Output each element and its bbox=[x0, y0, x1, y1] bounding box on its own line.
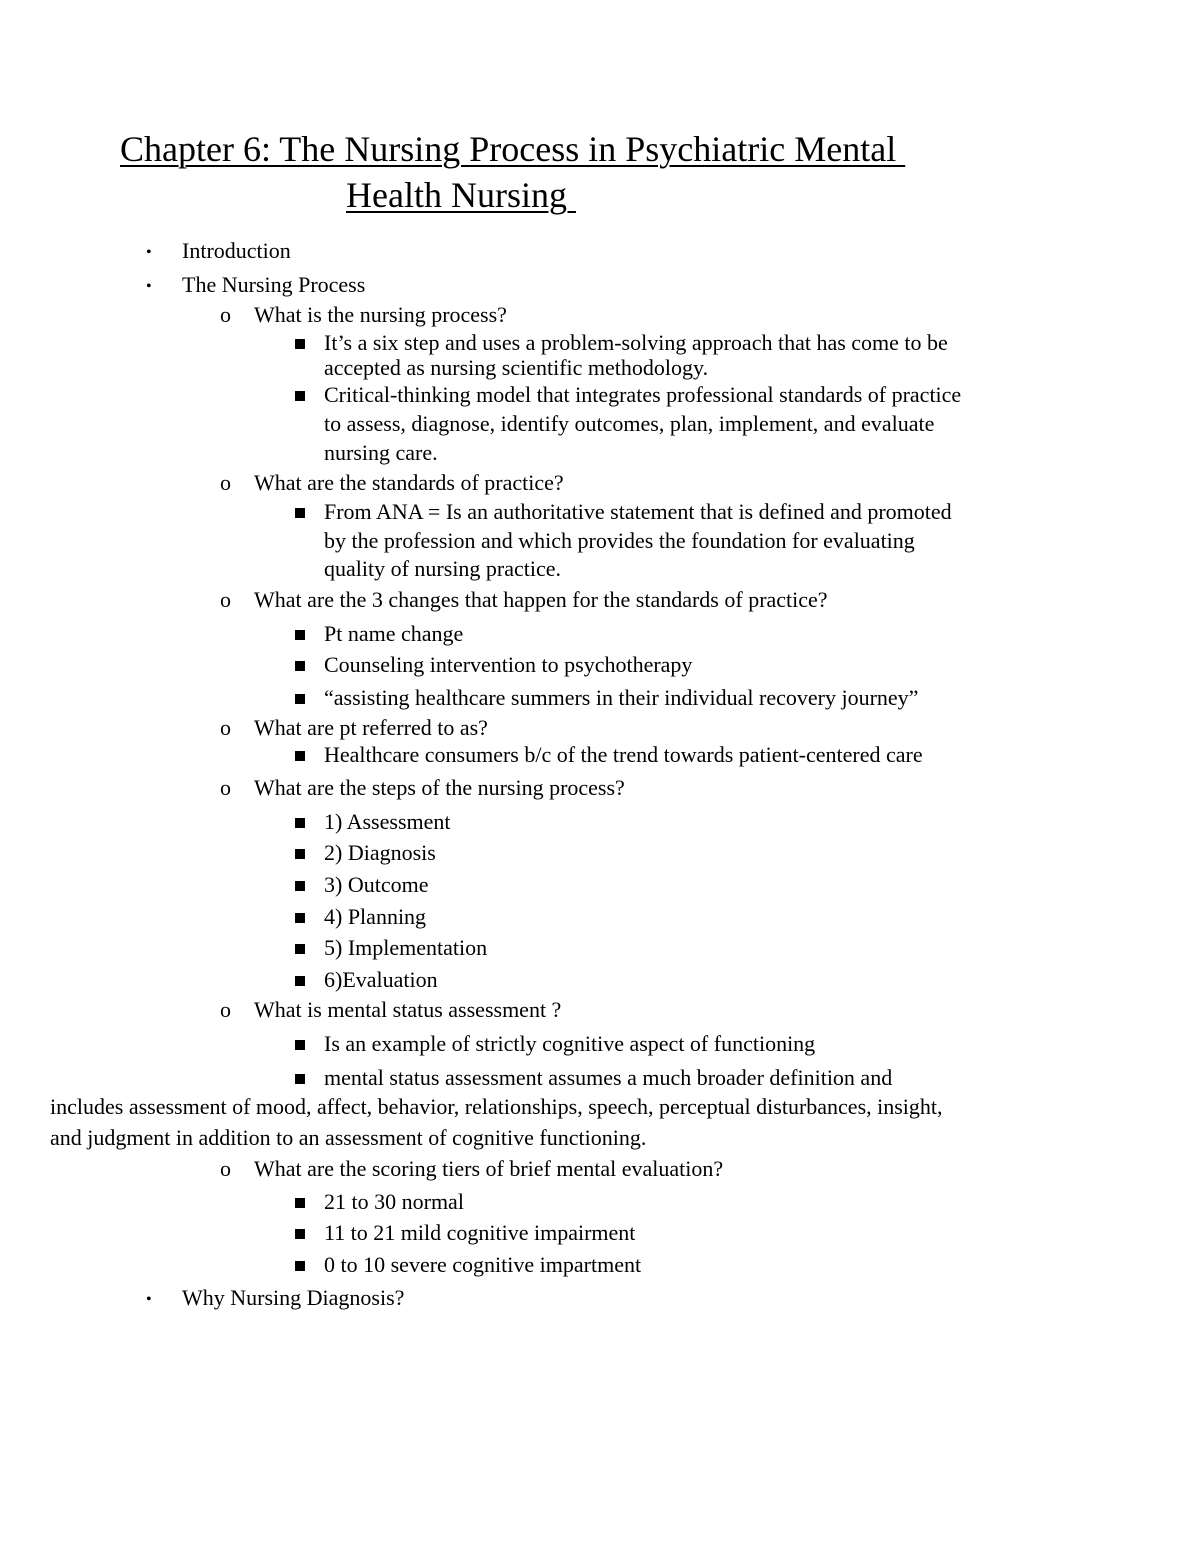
answer-line: by the profession and which provides the foundation for evaluating bbox=[324, 528, 915, 553]
circle-bullet-icon: o bbox=[220, 302, 231, 327]
circle-bullet-icon: o bbox=[220, 715, 231, 740]
answer-line: 4) Planning bbox=[324, 904, 427, 929]
question-three-changes: What are the 3 changes that happen for the standards of practice? bbox=[254, 587, 828, 612]
square-bullet-icon bbox=[295, 694, 305, 704]
question-steps: What are the steps of the nursing process? bbox=[254, 775, 625, 800]
answer-line: 0 to 10 severe cognitive impartment bbox=[324, 1252, 642, 1277]
answer-line: From ANA = Is an authoritative statement that is defined and promoted bbox=[324, 499, 952, 524]
square-bullet-icon bbox=[295, 508, 305, 518]
square-bullet-icon bbox=[295, 881, 305, 891]
outline-item-why-nursing-diagnosis: Why Nursing Diagnosis? bbox=[182, 1285, 405, 1310]
square-bullet-icon bbox=[295, 1229, 305, 1239]
circle-bullet-icon: o bbox=[220, 587, 231, 612]
answer-line: Critical-thinking model that integrates professional standards of practice bbox=[324, 382, 962, 407]
answer-line: It’s a six step and uses a problem-solving approach that has come to be bbox=[324, 330, 948, 355]
square-bullet-icon bbox=[295, 849, 305, 859]
question-scoring-tiers: What are the scoring tiers of brief mental evaluation? bbox=[254, 1156, 724, 1181]
square-bullet-icon bbox=[295, 976, 305, 986]
answer-line: accepted as nursing scientific methodology. bbox=[324, 355, 709, 380]
square-bullet-icon bbox=[295, 944, 305, 954]
answer-continuation-line: includes assessment of mood, affect, behavior, relationships, speech, perceptual disturbances, insight, bbox=[50, 1094, 943, 1119]
square-bullet-icon bbox=[295, 661, 305, 671]
square-bullet-icon bbox=[295, 1074, 305, 1084]
circle-bullet-icon: o bbox=[220, 997, 231, 1022]
answer-line: “assisting healthcare summers in their individual recovery journey” bbox=[324, 685, 919, 710]
answer-line: quality of nursing practice. bbox=[324, 556, 562, 581]
circle-bullet-icon: o bbox=[220, 775, 231, 800]
question-pt-referred: What are pt referred to as? bbox=[254, 715, 488, 740]
bullet-dot-icon: • bbox=[146, 278, 152, 295]
page-title-line-2: Health Nursing bbox=[346, 175, 576, 215]
answer-line: 1) Assessment bbox=[324, 809, 451, 834]
outline-item-introduction: Introduction bbox=[182, 238, 291, 263]
answer-line: 21 to 30 normal bbox=[324, 1189, 464, 1214]
page-title-line-1: Chapter 6: The Nursing Process in Psychiatric Mental bbox=[120, 129, 906, 169]
bullet-dot-icon: • bbox=[146, 244, 152, 261]
square-bullet-icon bbox=[295, 1198, 305, 1208]
question-mental-status: What is mental status assessment ? bbox=[254, 997, 562, 1022]
square-bullet-icon bbox=[295, 818, 305, 828]
square-bullet-icon bbox=[295, 1040, 305, 1050]
square-bullet-icon bbox=[295, 751, 305, 761]
answer-line: nursing care. bbox=[324, 440, 438, 465]
circle-bullet-icon: o bbox=[220, 470, 231, 495]
answer-line: 11 to 21 mild cognitive impairment bbox=[324, 1220, 636, 1245]
square-bullet-icon bbox=[295, 913, 305, 923]
answer-line: 2) Diagnosis bbox=[324, 840, 436, 865]
bullet-dot-icon: • bbox=[146, 1291, 152, 1308]
answer-line: 5) Implementation bbox=[324, 935, 488, 960]
answer-line: Is an example of strictly cognitive aspect of functioning bbox=[324, 1031, 816, 1056]
answer-line: Pt name change bbox=[324, 621, 464, 646]
question-nursing-process: What is the nursing process? bbox=[254, 302, 507, 327]
answer-line: to assess, diagnose, identify outcomes, plan, implement, and evaluate bbox=[324, 411, 935, 436]
square-bullet-icon bbox=[295, 339, 305, 349]
answer-line: Counseling intervention to psychotherapy bbox=[324, 652, 693, 677]
answer-line: Healthcare consumers b/c of the trend towards patient-centered care bbox=[324, 742, 923, 767]
answer-line: 3) Outcome bbox=[324, 872, 429, 897]
answer-line: 6)Evaluation bbox=[324, 967, 438, 992]
answer-continuation-line: and judgment in addition to an assessment of cognitive functioning. bbox=[50, 1125, 647, 1150]
circle-bullet-icon: o bbox=[220, 1156, 231, 1181]
answer-line: mental status assessment assumes a much broader definition and bbox=[324, 1065, 893, 1090]
square-bullet-icon bbox=[295, 391, 305, 401]
outline-item-nursing-process: The Nursing Process bbox=[182, 272, 366, 297]
question-standards-of-practice: What are the standards of practice? bbox=[254, 470, 564, 495]
square-bullet-icon bbox=[295, 1261, 305, 1271]
square-bullet-icon bbox=[295, 630, 305, 640]
